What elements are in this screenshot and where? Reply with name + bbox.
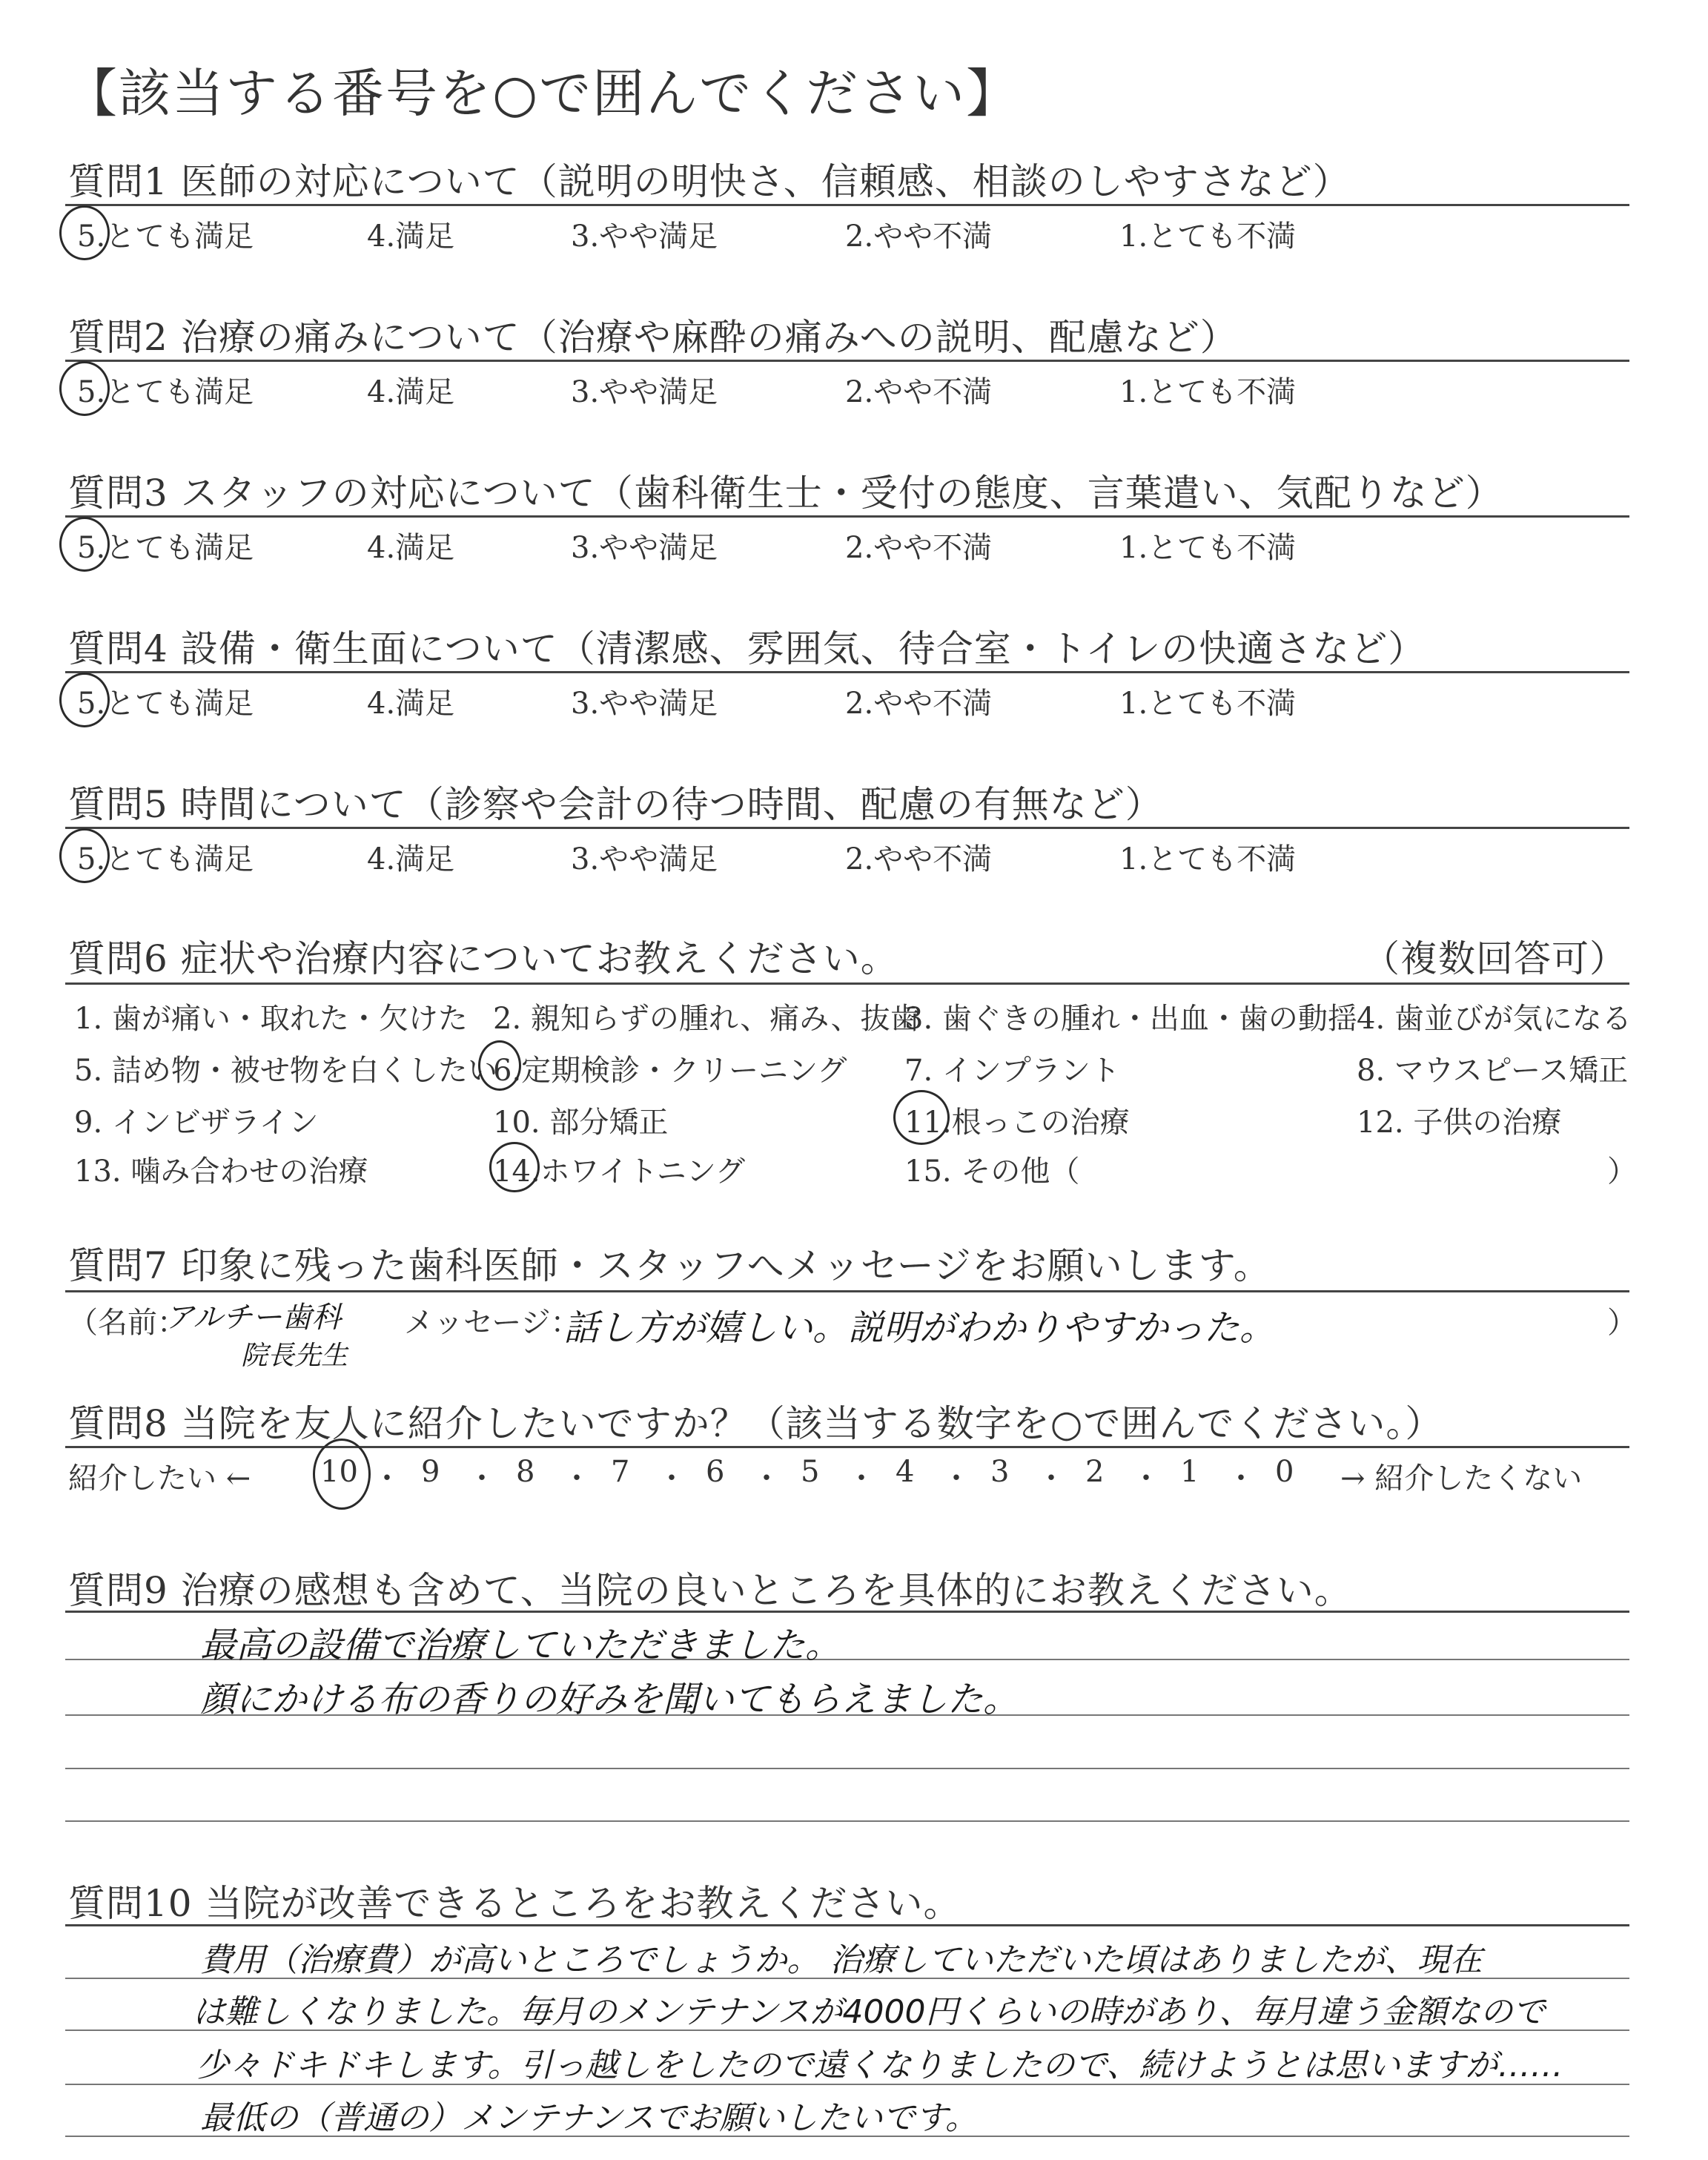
q7-close-paren: ） [1607, 1306, 1637, 1340]
q2-option-5[interactable]: 5.とても満足 [77, 375, 254, 409]
q2-option-1[interactable]: 1.とても不満 [1119, 375, 1297, 409]
q6-option-7[interactable]: 7. インプラント [904, 1054, 1120, 1088]
q8-scale-separator: ・ [562, 1462, 592, 1496]
q3-selection-circle [59, 517, 110, 572]
q5-title: 質問5 時間について（診察や会計の待つ時間、配慮の有無など） [68, 783, 1163, 826]
q2-selection-circle [59, 361, 110, 416]
q10-title: 質問10 当院が改善できるところをお教えください。 [68, 1882, 961, 1925]
q8-scale-0[interactable]: 0 [1275, 1455, 1294, 1489]
q10-answer-line-1[interactable]: 費用（治療費）が高いところでしょうか。 治療していただいた頃はありましたが、現在 [200, 1941, 1483, 1979]
q6-option-5[interactable]: 5. 詰め物・被せ物を白くしたい [74, 1054, 497, 1088]
q6-option-10[interactable]: 10. 部分矯正 [493, 1106, 669, 1140]
q3-option-1[interactable]: 1.とても不満 [1119, 531, 1297, 565]
q6-option-12[interactable]: 12. 子供の治療 [1357, 1106, 1562, 1140]
q8-title: 質問8 当院を友人に紹介したいですか？（該当する数字を○で囲んでください。） [68, 1402, 1443, 1445]
q8-scale-9[interactable]: 9 [421, 1455, 440, 1489]
q5-option-2[interactable]: 2.やや不満 [845, 842, 993, 876]
q6-option-15[interactable]: 15. その他（ [904, 1155, 1080, 1189]
q6-selection-circle-6 [478, 1040, 521, 1091]
q4-rule [65, 671, 1629, 673]
q9-answer-line-1[interactable]: 最高の設備で治療していただきました。 [200, 1625, 841, 1666]
q5-selection-circle [59, 828, 110, 883]
q3-option-2[interactable]: 2.やや不満 [845, 531, 993, 565]
q1-rule [65, 204, 1629, 206]
q6-selection-circle-14 [489, 1142, 540, 1192]
q4-option-5[interactable]: 5.とても満足 [77, 687, 254, 721]
q7-message-handwritten[interactable]: 話し方が嬉しい。説明がわかりやすかった。 [563, 1307, 1276, 1349]
q6-option-4[interactable]: 4. 歯並びが気になる [1357, 1002, 1632, 1036]
page-header: 【該当する番号を○で囲んでください】 [65, 63, 1020, 124]
q1-option-4[interactable]: 4.満足 [367, 219, 455, 254]
q10-rule-0 [65, 1924, 1629, 1926]
q3-option-5[interactable]: 5.とても満足 [77, 531, 254, 565]
q6-title: 質問6 症状や治療内容についてお教えください。 [68, 937, 898, 980]
q6-option-9[interactable]: 9. インビザライン [74, 1106, 319, 1140]
q1-option-2[interactable]: 2.やや不満 [845, 219, 993, 254]
q4-option-2[interactable]: 2.やや不満 [845, 687, 993, 721]
q2-title: 質問2 治療の痛みについて（治療や麻酔の痛みへの説明、配慮など） [68, 316, 1238, 359]
q10-answer-line-2[interactable]: は難しくなりました。毎月のメンテナンスが4000円くらいの時があり、毎月違う金額なので [193, 1993, 1546, 2031]
q2-rule [65, 360, 1629, 362]
q5-rule [65, 827, 1629, 829]
q6-option-2[interactable]: 2. 親知らずの腫れ、痛み、抜歯 [493, 1002, 920, 1036]
q6-option-14[interactable]: 14.ホワイトニング [493, 1155, 746, 1189]
q6-option-8[interactable]: 8. マウスピース矯正 [1357, 1054, 1629, 1088]
q9-rule-4 [65, 1820, 1629, 1822]
q8-scale-separator: ・ [1036, 1462, 1066, 1496]
q2-option-3[interactable]: 3.やや満足 [571, 375, 718, 409]
q4-selection-circle [59, 673, 110, 727]
q8-scale-separator: ・ [752, 1462, 781, 1496]
q7-name-handwritten-2[interactable]: 院長先生 [241, 1341, 348, 1371]
q8-scale-separator: ・ [1226, 1462, 1256, 1496]
q6-selection-circle-11 [893, 1090, 950, 1145]
q6-option-13[interactable]: 13. 噛み合わせの治療 [74, 1155, 368, 1189]
q6-rule [65, 982, 1629, 985]
q8-rule [65, 1446, 1629, 1448]
q10-answer-line-4[interactable]: 最低の（普通の）メンテナンスでお願いしたいです。 [200, 2099, 978, 2137]
q3-rule [65, 515, 1629, 518]
q8-selection-circle [313, 1439, 371, 1510]
q8-scale-separator: ・ [941, 1462, 971, 1496]
q5-option-5[interactable]: 5.とても満足 [77, 842, 254, 876]
q1-title: 質問1 医師の対応について（説明の明快さ、信頼感、相談のしやすさなど） [68, 160, 1351, 203]
q8-scale-separator: ・ [657, 1462, 686, 1496]
q7-name-label: （名前： [68, 1306, 187, 1340]
q9-title: 質問9 治療の感想も含めて、当院の良いところを具体的にお教えください。 [68, 1569, 1352, 1612]
q6-close-paren: ） [1607, 1155, 1637, 1189]
q7-message-label: メッセージ： [404, 1306, 580, 1340]
q5-option-3[interactable]: 3.やや満足 [571, 842, 718, 876]
q6-option-11[interactable]: 11.根っこの治療 [904, 1106, 1130, 1140]
q8-scale-separator: ・ [1131, 1462, 1161, 1496]
q1-selection-circle [59, 205, 110, 260]
q1-option-3[interactable]: 3.やや満足 [571, 219, 718, 254]
q2-option-2[interactable]: 2.やや不満 [845, 375, 993, 409]
q7-title: 質問7 印象に残った歯科医師・スタッフへメッセージをお願いします。 [68, 1244, 1271, 1287]
q8-scale-5[interactable]: 5 [801, 1455, 820, 1489]
q8-scale-2[interactable]: 2 [1085, 1455, 1105, 1489]
q1-option-5[interactable]: 5.とても満足 [77, 219, 254, 254]
q6-note: （複数回答可） [1363, 937, 1627, 980]
q8-scale-4[interactable]: 4 [896, 1455, 915, 1489]
q8-scale-separator: ・ [372, 1462, 402, 1496]
q8-scale-6[interactable]: 6 [706, 1455, 725, 1489]
q6-option-1[interactable]: 1. 歯が痛い・取れた・欠けた [74, 1002, 468, 1036]
q10-answer-line-3[interactable]: 少々ドキドキします。引っ越しをしたので遠くなりましたので、続けようとは思いますが…… [196, 2047, 1563, 2084]
q8-scale-7[interactable]: 7 [611, 1455, 630, 1489]
q8-scale-separator: ・ [847, 1462, 876, 1496]
q4-title: 質問4 設備・衛生面について（清潔感、雰囲気、待合室・トイレの快適さなど） [68, 627, 1426, 670]
q6-option-3[interactable]: 3. 歯ぐきの腫れ・出血・歯の動揺 [904, 1002, 1357, 1036]
q7-rule [65, 1290, 1629, 1292]
q1-option-1[interactable]: 1.とても不満 [1119, 219, 1297, 254]
q9-answer-line-2[interactable]: 顔にかける布の香りの好みを聞いてもらえました。 [200, 1679, 1019, 1720]
q8-scale-separator: ・ [467, 1462, 497, 1496]
q3-title: 質問3 スタッフの対応について（歯科衛生士・受付の態度、言葉遣い、気配りなど） [68, 472, 1503, 515]
q5-option-4[interactable]: 4.満足 [367, 842, 455, 876]
q7-name-handwritten-1[interactable]: アルチー歯科 [165, 1301, 342, 1335]
q9-rule-0 [65, 1611, 1629, 1613]
q4-option-1[interactable]: 1.とても不満 [1119, 687, 1297, 721]
q8-scale-8[interactable]: 8 [516, 1455, 535, 1489]
q6-option-6[interactable]: 6.定期検診・クリーニング [493, 1054, 847, 1088]
q8-left-label: 紹介したい ← [68, 1462, 251, 1496]
q8-scale-10[interactable]: 10 [320, 1455, 358, 1489]
q3-option-3[interactable]: 3.やや満足 [571, 531, 718, 565]
q8-scale-3[interactable]: 3 [990, 1455, 1010, 1489]
q8-scale-1[interactable]: 1 [1180, 1455, 1199, 1489]
q9-rule-3 [65, 1768, 1629, 1769]
q2-option-4[interactable]: 4.満足 [367, 375, 455, 409]
q5-option-1[interactable]: 1.とても不満 [1119, 842, 1297, 876]
q3-option-4[interactable]: 4.満足 [367, 531, 455, 565]
q4-option-4[interactable]: 4.満足 [367, 687, 455, 721]
q4-option-3[interactable]: 3.やや満足 [571, 687, 718, 721]
q8-right-label: → 紹介したくない [1340, 1462, 1583, 1496]
